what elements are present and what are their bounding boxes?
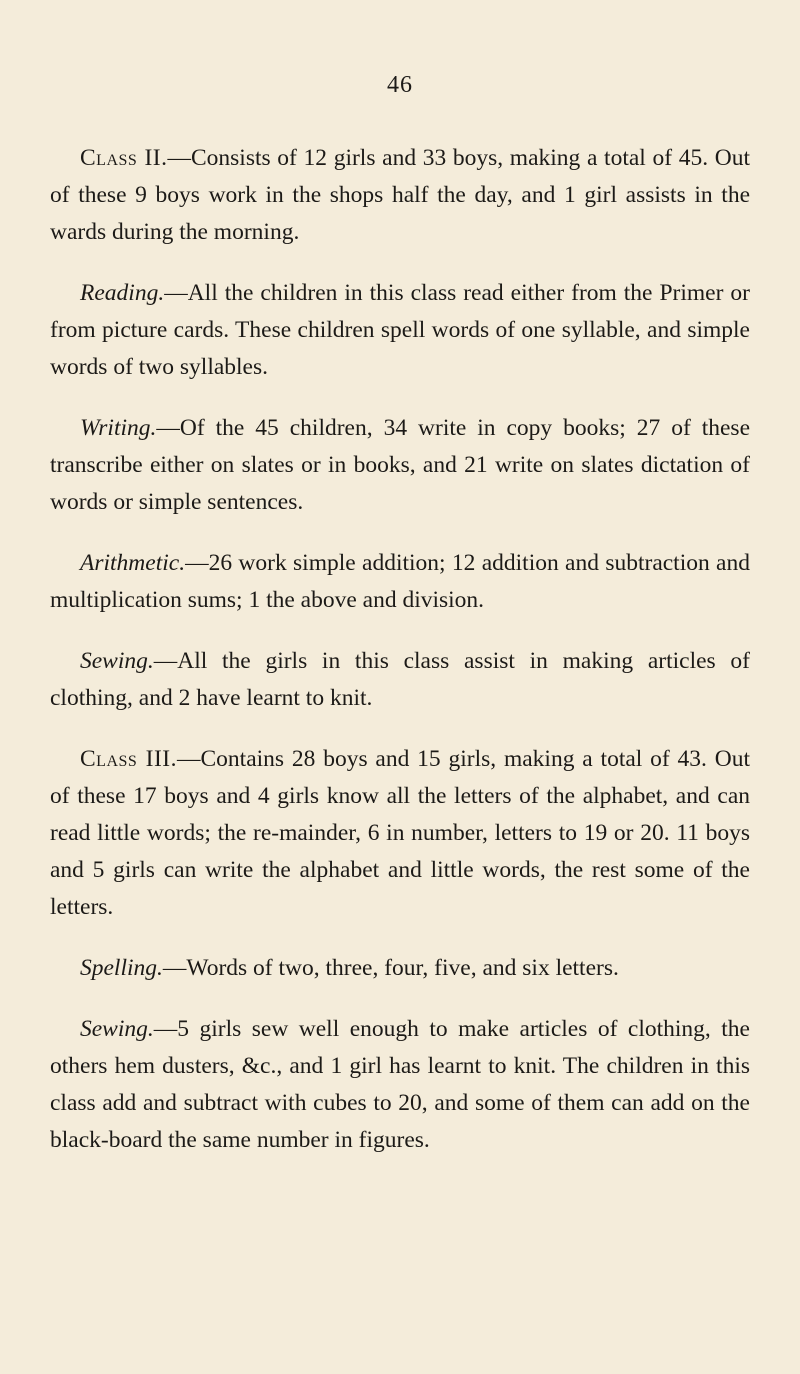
paragraph-text: —Contains 28 boys and 15 girls, making a total of 43. Out of these 17 boys and 4 girls know all the letters of the alphabet, and can read little words; the re-mainder, 6 in number, letters to 19 or 20. 11 boys and 5 girls can write the alphabet and little words, the rest some of the letters. (50, 746, 750, 920)
page-number: 46 (387, 72, 413, 98)
paragraph-sewing-class-ii (50, 643, 750, 717)
document-body (50, 140, 750, 1183)
paragraph-text: —All the children in this class read either from the Primer or from picture cards. These children spell words of one syllable, and simple words of two syllables. (50, 280, 750, 380)
paragraph-text: —All the girls in this class assist in making articles of clothing, and 2 have learnt to knit. (50, 648, 750, 711)
paragraph-text: —5 girls sew well enough to make articles of clothing, the others hem dusters, &c., and 1 girl has learnt to knit. The children in this class add and subtract with cubes to 20, and some of them can add on the black-board the same number in figures. (50, 1016, 750, 1153)
paragraph-spelling (50, 950, 750, 987)
paragraph-text: —Words of two, three, four, five, and six letters. (162, 955, 619, 981)
paragraph-writing (50, 410, 750, 521)
paragraph-heading: Class II. (80, 145, 168, 171)
paragraph-arithmetic (50, 545, 750, 619)
paragraph-text: —Of the 45 children, 34 write in copy books; 27 of these transcribe either on slates or in books, and 21 write on slates dictation of words or simple sentences. (50, 415, 750, 515)
paragraph-heading: Class III. (80, 746, 177, 772)
paragraph-sewing-class-iii (50, 1011, 750, 1159)
paragraph-text: —Consists of 12 girls and 33 boys, making a total of 45. Out of these 9 boys work in the shops half the day, and 1 girl assists in the wards during the morning. (50, 145, 750, 245)
paragraph-heading: Sewing. (80, 1016, 154, 1042)
paragraph-heading: Sewing. (80, 648, 154, 674)
paragraph-class-ii (50, 140, 750, 251)
paragraph-heading: Writing. (80, 415, 157, 441)
paragraph-heading: Spelling. (80, 955, 163, 981)
paragraph-heading: Arithmetic. (80, 550, 186, 576)
paragraph-text: —26 work simple addition; 12 addition and subtraction and multiplication sums; 1 the above and division. (50, 550, 750, 613)
paragraph-reading (50, 275, 750, 386)
paragraph-class-iii (50, 741, 750, 926)
paragraph-heading: Reading. (80, 280, 165, 306)
